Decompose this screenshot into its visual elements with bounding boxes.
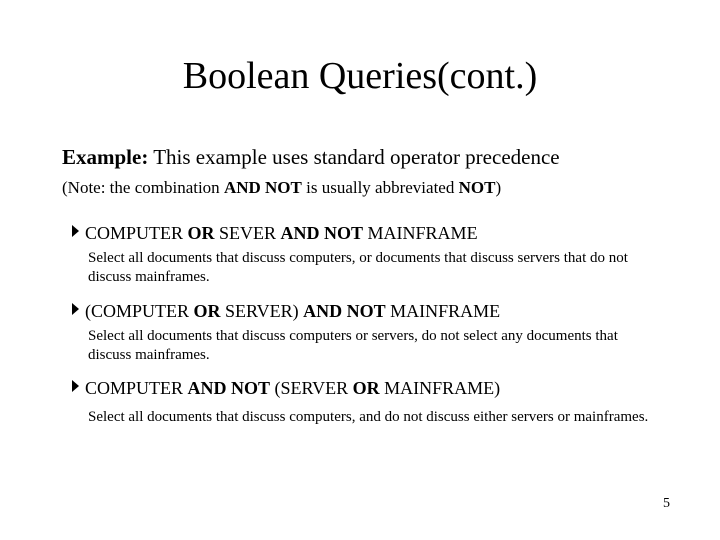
slide-title: Boolean Queries(cont.)	[182, 55, 538, 97]
note-open: (Note: the combination	[62, 178, 224, 197]
query-1	[72, 221, 478, 245]
note-close: )	[495, 178, 502, 197]
query-term: SERVER)	[220, 301, 304, 321]
query-operator: AND NOT	[187, 378, 271, 398]
query-term: COMPUTER	[85, 223, 188, 243]
query-term: MAINFRAME	[363, 223, 478, 243]
query-operator: OR	[193, 301, 221, 321]
query-1-description: Select all documents that discuss computers, or documents that discuss servers that do not discuss mainframes.	[88, 250, 628, 285]
note-line	[62, 176, 501, 200]
example-text: This example uses standard operator precedence	[148, 145, 560, 169]
example-line	[62, 143, 560, 171]
query-operator: OR	[187, 223, 215, 243]
query-2-description: Select all documents that discuss computers or servers, do not select any documents that discuss mainframes.	[88, 328, 618, 363]
query-3	[72, 376, 500, 400]
query-term: MAINFRAME)	[379, 378, 501, 398]
page-number: 5	[663, 496, 670, 511]
note-mid: is usually abbreviated	[301, 178, 459, 197]
bullet-arrow-icon	[72, 380, 79, 392]
query-term: (SERVER	[270, 378, 353, 398]
query-2	[72, 299, 500, 323]
bullet-arrow-icon	[72, 303, 79, 315]
example-label: Example:	[62, 145, 149, 169]
query-operator: AND NOT	[280, 223, 364, 243]
query-operator: AND NOT	[303, 301, 386, 321]
query-term: MAINFRAME	[385, 301, 501, 321]
note-operator-not: NOT	[458, 178, 496, 197]
bullet-arrow-icon	[72, 225, 79, 237]
query-term: SEVER	[214, 223, 281, 243]
query-term: COMPUTER	[85, 378, 188, 398]
query-term: (COMPUTER	[85, 301, 194, 321]
query-3-description: Select all documents that discuss computers, and do not discuss either servers or mainframes.	[88, 409, 649, 425]
note-operator-and-not: AND NOT	[223, 178, 302, 197]
query-operator: OR	[352, 378, 380, 398]
